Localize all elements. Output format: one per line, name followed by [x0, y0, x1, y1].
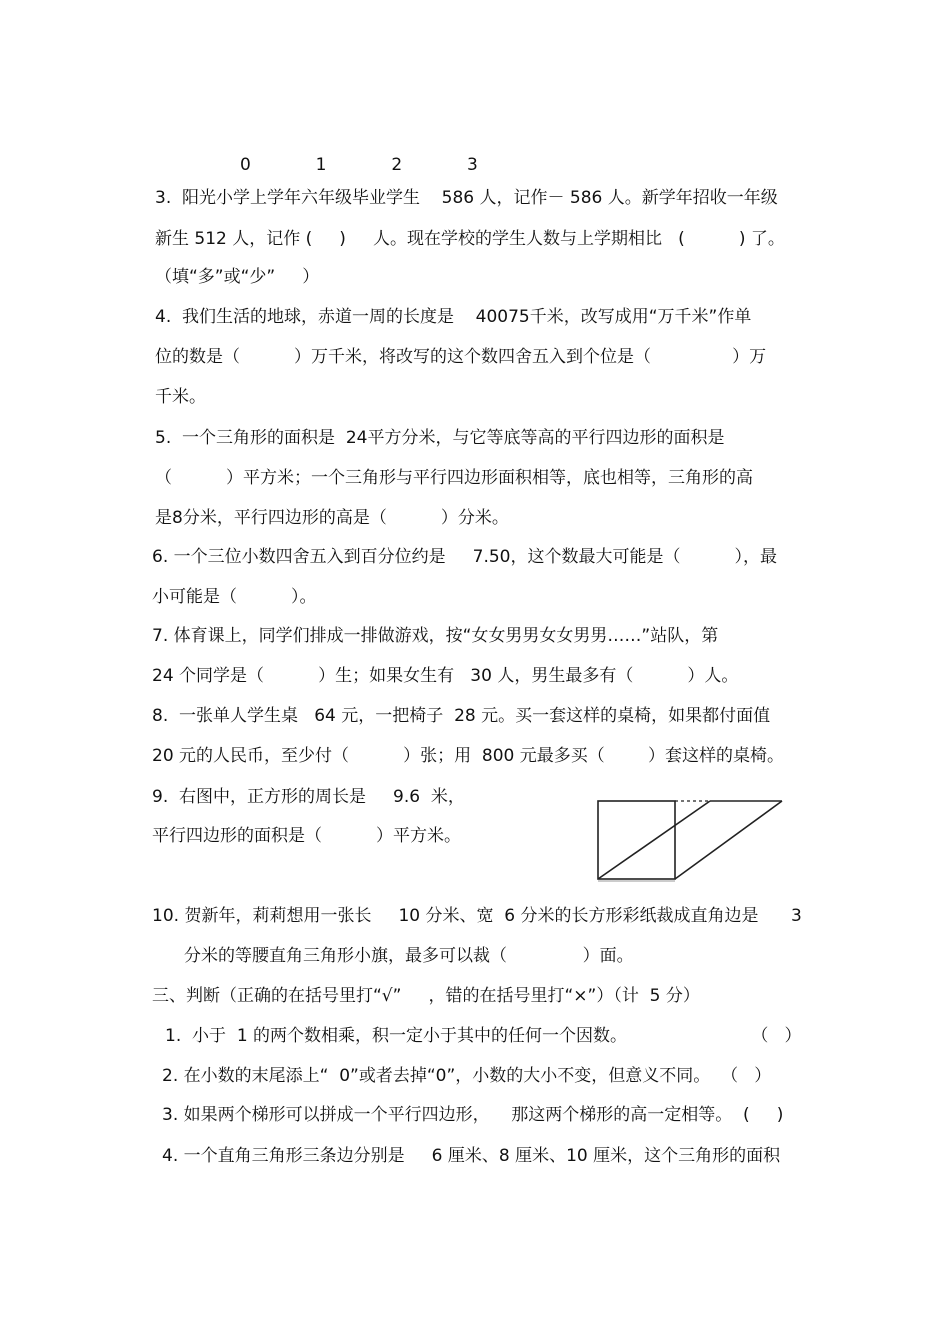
judge-item-4: 4. 一个直角三角形三条边分别是 6 厘米、8 厘米、10 厘米，这个三角形的面积 — [162, 1146, 781, 1166]
question-7-line-1: 7. 体育课上，同学们排成一排做游戏，按“女女男男女女男男……”站队，第 — [152, 626, 719, 646]
judge-item-3: 3. 如果两个梯形可以拼成一个平行四边形， 那这两个梯形的高一定相等。 ( ) — [162, 1105, 784, 1125]
question-9-line-1: 9. 右图中，正方形的周长是 9.6 米， — [152, 787, 465, 807]
question-3-line-3: （填“多”或“少” ） — [155, 267, 320, 287]
question-8-line-1: 8. 一张单人学生桌 64 元，一把椅子 28 元。买一套这样的桌椅，如果都付面值 — [152, 706, 771, 726]
question-6-line-1: 6. 一个三位小数四舍五入到百分位约是 7.50，这个数最大可能是（ ），最 — [152, 547, 778, 567]
judge-item-1: 1. 小于 1 的两个数相乘，积一定小于其中的任何一个因数。 （ ） — [165, 1026, 802, 1046]
question-5-line-3: 是8分米，平行四边形的高是（ ）分米。 — [155, 508, 509, 528]
question-8-line-2: 20 元的人民币，至少付（ ）张；用 800 元最多买（ ）套这样的桌椅。 — [152, 746, 784, 766]
square-shape — [598, 801, 675, 879]
question-4-line-3: 千米。 — [155, 387, 206, 407]
question-10-line-1: 10. 贺新年，莉莉想用一张长 10 分米、宽 6 分米的长方形彩纸裁成直角边是 3 — [152, 906, 802, 926]
parallelogram-left-diagonal — [598, 801, 710, 879]
question-4-line-1: 4. 我们生活的地球，赤道一周的长度是 40075千米，改写成用“万千米”作单 — [155, 307, 752, 327]
question-9-line-2: 平行四边形的面积是（ ）平方米。 — [152, 826, 462, 846]
question-6-line-2: 小可能是（ ）。 — [152, 587, 317, 607]
section-3-heading: 三、判断（正确的在括号里打“√” ，错的在括号里打“×”）（计 5 分） — [152, 986, 700, 1006]
judge-item-2: 2. 在小数的末尾添上“ 0”或者去掉“0”，小数的大小不变，但意义不同。 （ ） — [162, 1066, 772, 1086]
question-7-line-2: 24 个同学是（ ）生；如果女生有 30 人，男生最多有（ ）人。 — [152, 666, 739, 686]
question-3-line-1: 3. 阳光小学上学年六年级毕业学生 586 人，记作－ 586 人。新学年招收一年级 — [155, 188, 778, 208]
question-4-line-2: 位的数是（ ）万千米，将改写的这个数四舍五入到个位是（ ）万 — [155, 347, 767, 367]
question-5-line-2: （ ）平方米；一个三角形与平行四边形面积相等，底也相等，三角形的高 — [155, 468, 754, 488]
question-5-line-1: 5. 一个三角形的面积是 24平方分米，与它等底等高的平行四边形的面积是 — [155, 428, 725, 448]
parallelogram-right-diagonal — [675, 801, 782, 879]
question-3-line-2: 新生 512 人，记作 ( ) 人。现在学校的学生人数与上学期相比 ( ) 了。 — [155, 229, 785, 249]
square-parallelogram-figure — [592, 797, 788, 883]
number-line-labels: 0 1 2 3 — [240, 155, 478, 175]
question-10-line-2: 分米的等腰直角三角形小旗，最多可以裁（ ）面。 — [184, 946, 634, 966]
